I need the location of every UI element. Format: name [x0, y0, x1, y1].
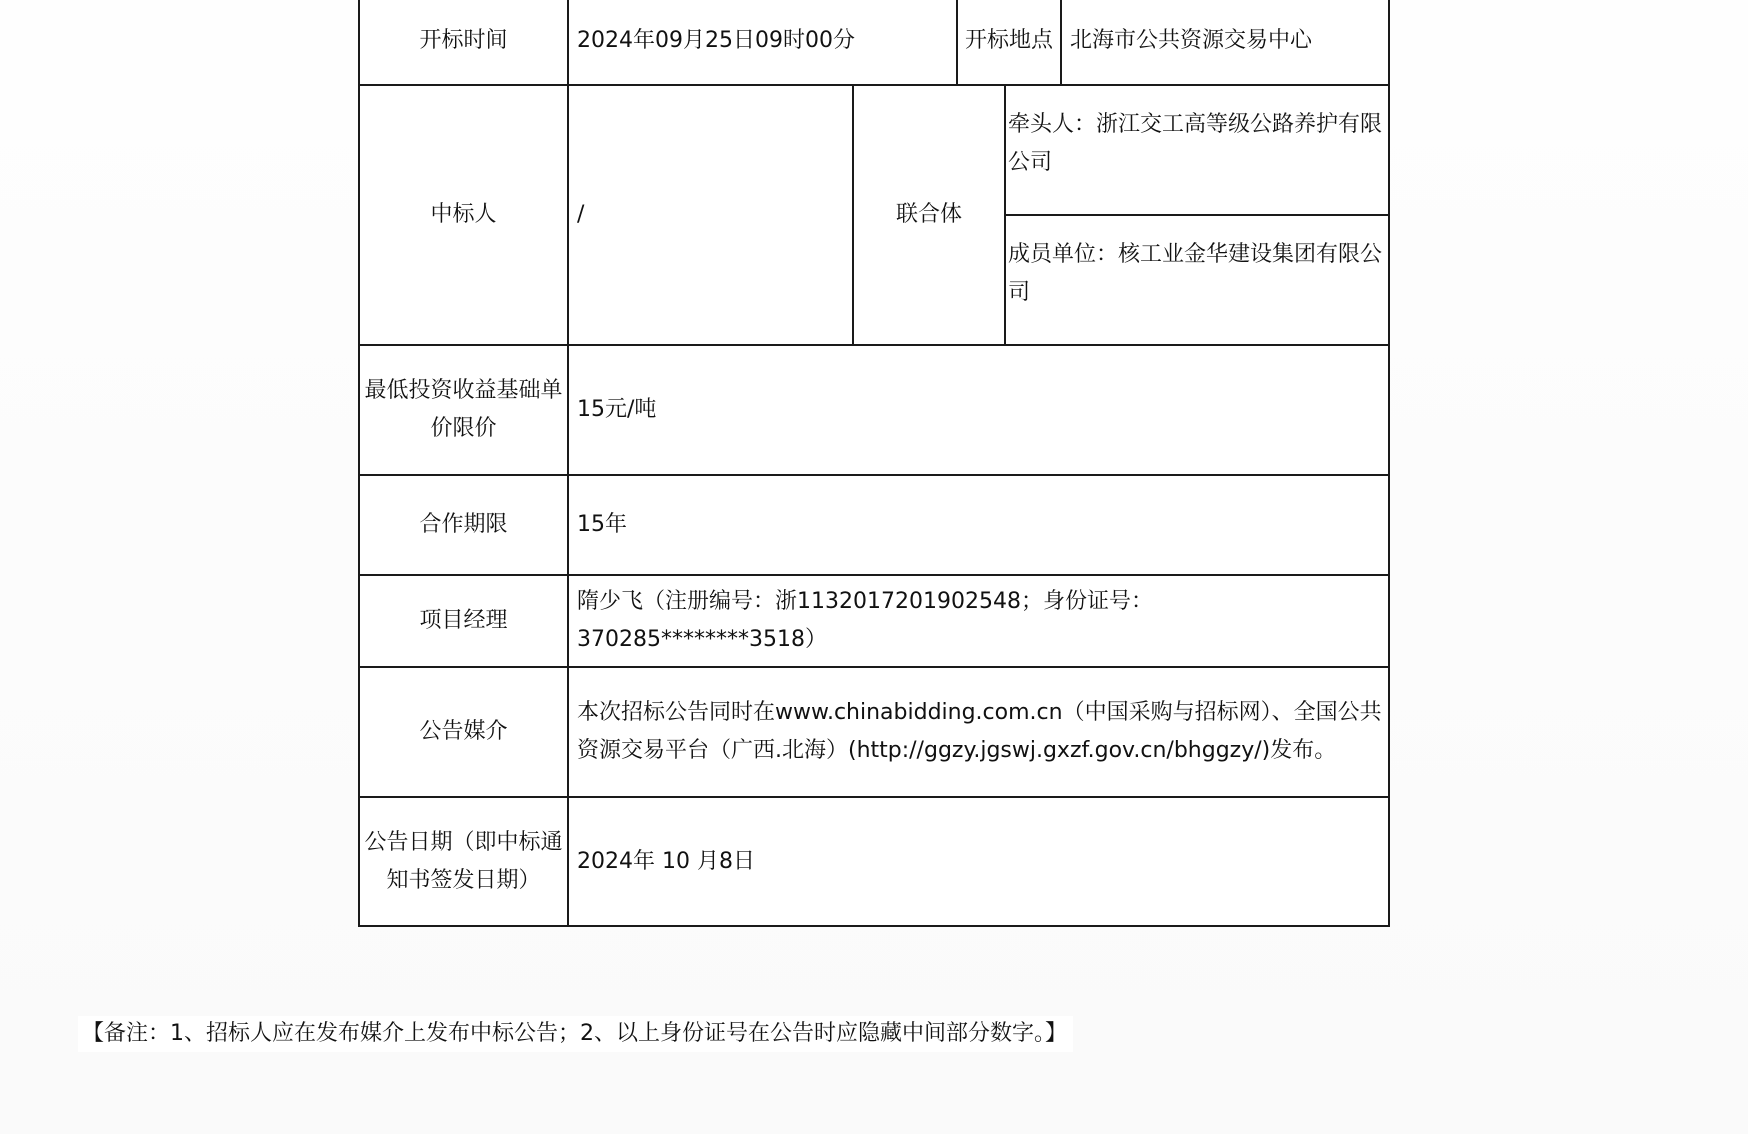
- date-value: 2024年 10 月8日: [577, 848, 755, 874]
- open-time-value-cell: [567, 0, 958, 86]
- manager-value-cell: [567, 574, 1390, 668]
- date-value-cell: [567, 796, 1390, 927]
- media-label-cell: [358, 666, 569, 798]
- open-place-label: 开标地点: [964, 28, 1053, 53]
- period-label-cell: [358, 474, 569, 576]
- price-label: 最低投资收益基础单价限价: [364, 378, 563, 441]
- winner-label-cell: [358, 84, 569, 346]
- manager-label: 项目经理: [419, 608, 508, 633]
- manager-label-cell: [358, 574, 569, 668]
- consortium-member: 成员单位：核工业金华建设集团有限公司: [1008, 242, 1383, 305]
- winner-value: /: [577, 202, 585, 227]
- consortium-label-cell: [852, 84, 1006, 346]
- open-time-value: 2024年09月25日09时00分: [577, 28, 855, 53]
- consortium-member-cell: [1004, 214, 1390, 346]
- open-place-label-cell: [956, 0, 1062, 86]
- media-value: 本次招标公告同时在www.chinabidding.com.cn（中国采购与招标网）、全国公共资源交易平台（广西.北海）(http://ggzy.jgswj.gxzf.gov.cn/bhggzy/)发布。: [577, 700, 1382, 763]
- date-label-cell: [358, 796, 569, 927]
- winner-label: 中标人: [430, 202, 497, 227]
- open-time-label: 开标时间: [419, 28, 508, 53]
- footer-note: 【备注：1、招标人应在发布媒介上发布中标公告；2、以上身份证号在公告时应隐藏中间部分数字。】: [78, 1016, 1073, 1052]
- price-value: 15元/吨: [577, 397, 657, 422]
- consortium-lead-cell: [1004, 84, 1390, 216]
- media-label: 公告媒介: [419, 719, 508, 744]
- date-label: 公告日期（即中标通知书签发日期）: [364, 829, 563, 893]
- open-place-value-cell: [1060, 0, 1390, 86]
- consortium-label: 联合体: [895, 202, 962, 227]
- period-label: 合作期限: [419, 512, 508, 537]
- media-value-cell: [567, 666, 1390, 798]
- open-time-label-cell: [358, 0, 569, 86]
- price-value-cell: [567, 344, 1390, 476]
- winner-value-cell: [567, 84, 854, 346]
- period-value-cell: [567, 474, 1390, 576]
- open-place-value: 北海市公共资源交易中心: [1070, 28, 1313, 53]
- period-value: 15年: [577, 512, 627, 537]
- consortium-lead: 牵头人：浙江交工高等级公路养护有限公司: [1008, 112, 1383, 175]
- price-label-cell: [358, 344, 569, 476]
- manager-value: 隋少飞（注册编号：浙1132017201902548；身份证号：370285********3518）: [577, 589, 1153, 652]
